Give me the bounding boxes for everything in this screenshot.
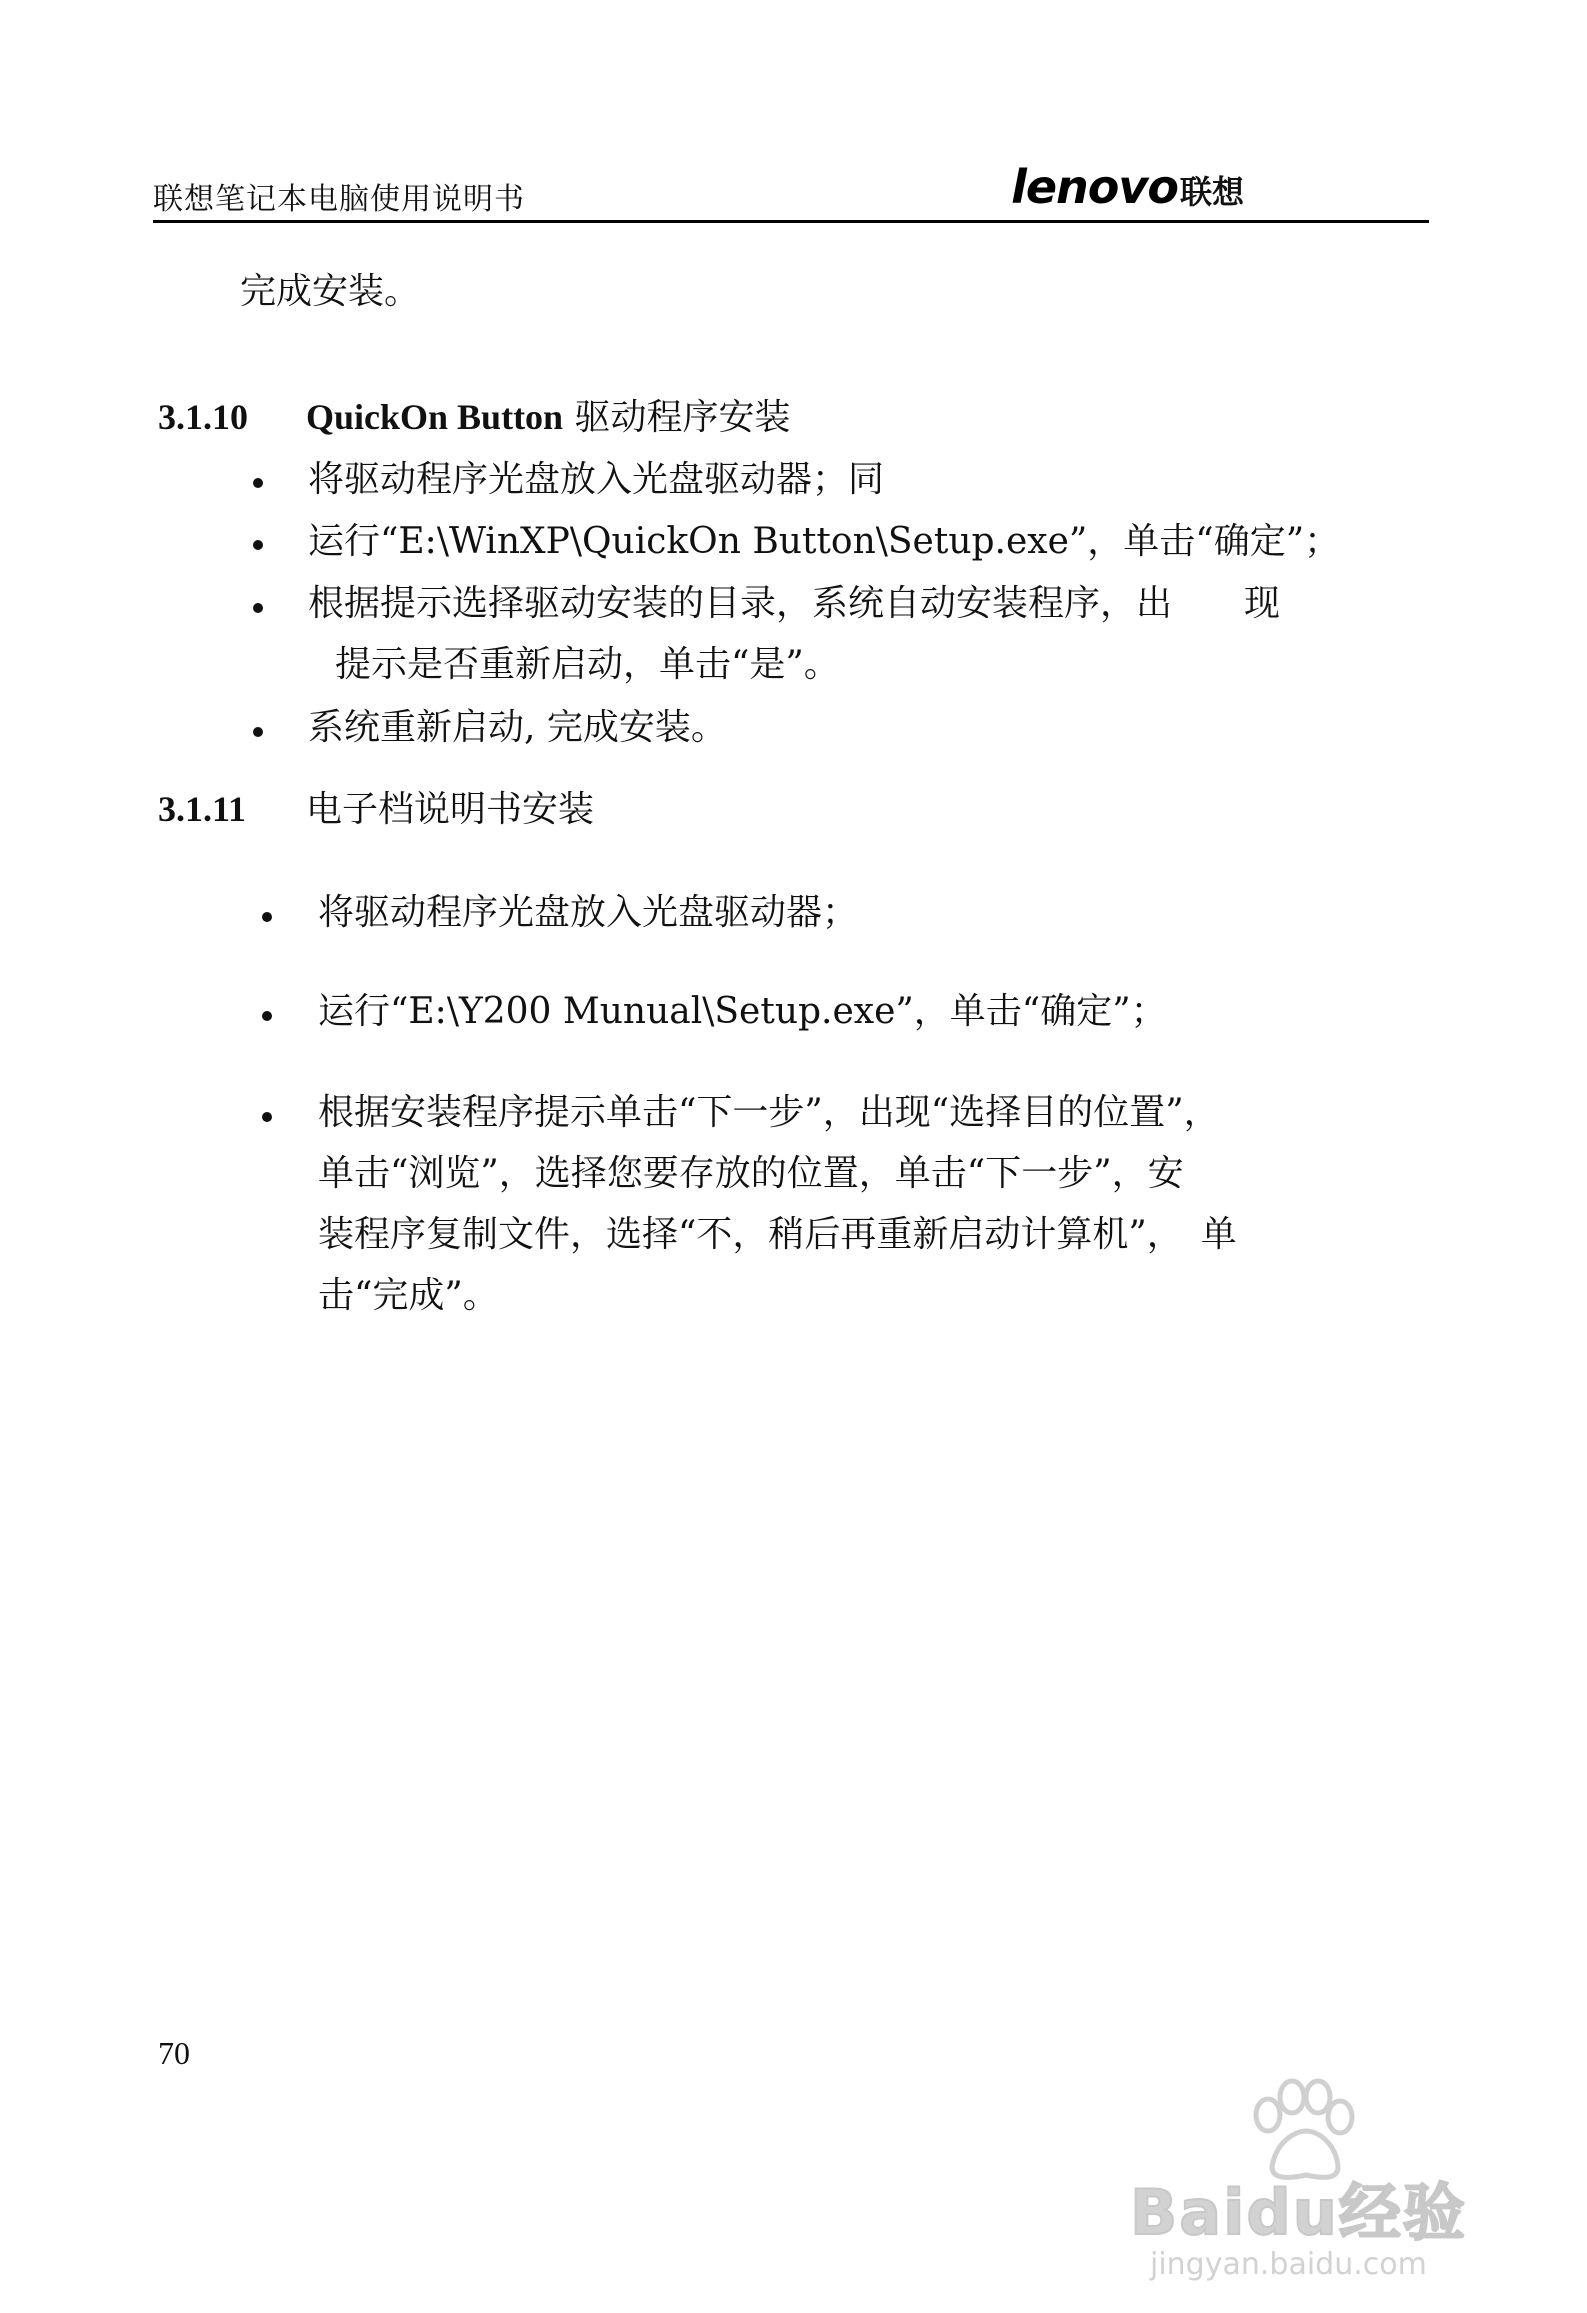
- list-item: 将驱动程序光盘放入光盘驱动器；同: [308, 459, 885, 500]
- list-item-continuation: 装程序复制文件，选择“不，稍后再重新启动计算机”， 单: [318, 1214, 1237, 1255]
- bullet: [253, 603, 263, 613]
- section-heading-3-1-11: [158, 785, 594, 834]
- list-item: 运行“E:\WinXP\QuickOn Button\Setup.exe”，单击“确定”；: [308, 521, 1341, 562]
- baidu-watermark: [1110, 2065, 1520, 2295]
- bullet: [253, 727, 263, 737]
- list-item: 根据安装程序提示单击“下一步”，出现“选择目的位置”，: [318, 1092, 1220, 1133]
- list-item-continuation: 单击“浏览”，选择您要存放的位置，单击“下一步”，安: [318, 1153, 1184, 1194]
- page-header: [153, 160, 1429, 224]
- section-title-cn: 电子档说明书安装: [306, 789, 595, 830]
- section-number: 3.1.11: [158, 789, 247, 829]
- list-item: 根据提示选择驱动安装的目录，系统自动安装程序，出 现: [308, 583, 1281, 624]
- intro-text: 完成安装。: [240, 271, 421, 312]
- header-title: 联想笔记本电脑使用说明书: [153, 182, 525, 217]
- watermark-url: jingyan.baidu.com: [1150, 2247, 1427, 2282]
- section-title-en: QuickOn Button: [306, 397, 564, 437]
- bullet: [262, 1011, 272, 1021]
- list-item: 系统重新启动, 完成安装。: [308, 707, 727, 748]
- header-divider: [153, 220, 1429, 223]
- list-item-continuation: 提示是否重新启动，单击“是”。: [335, 644, 840, 685]
- bullet: [253, 540, 263, 550]
- section-title-cn: 驱动程序安装: [563, 397, 791, 438]
- list-item: 运行“E:\Y200 Munual\Setup.exe”，单击“确定”；: [318, 991, 1167, 1032]
- logo-wordmark: lenovo: [1011, 160, 1178, 214]
- list-item-continuation: 击“完成”。: [318, 1275, 499, 1316]
- bullet: [262, 1112, 272, 1122]
- logo-chinese: 联想: [1179, 173, 1244, 211]
- bullet: [253, 478, 263, 488]
- page-number: 70: [158, 2035, 190, 2071]
- section-heading-3-1-10: [158, 393, 791, 442]
- list-item: 将驱动程序光盘放入光盘驱动器；: [318, 892, 859, 933]
- watermark-brand: Baidu经验: [1130, 2176, 1467, 2249]
- section-number: 3.1.10: [158, 397, 248, 437]
- lenovo-logo: [1011, 160, 1244, 214]
- bullet: [262, 912, 272, 922]
